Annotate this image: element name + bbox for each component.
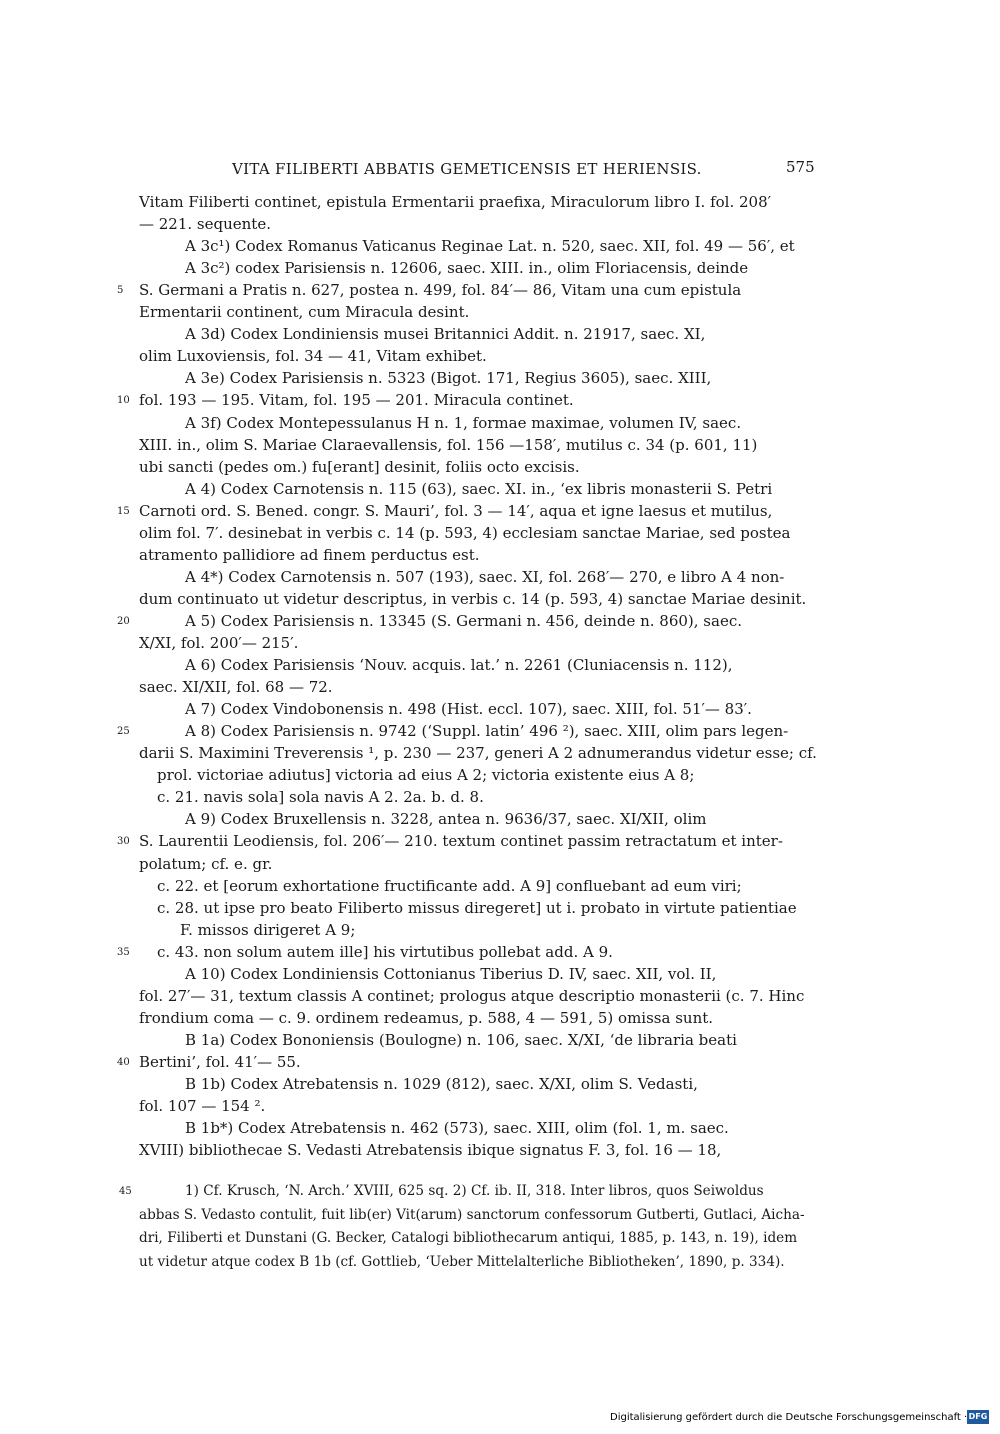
text-line: X/XI, fol. 200′— 215′. xyxy=(139,634,299,652)
text-line: XIII. in., olim S. Mariae Claraevallensis, fol. 156 —158′, mutilus c. 34 (p. 601, 11) xyxy=(139,435,758,454)
text-line: olim fol. 7′. desinebat in verbis c. 14 (p. 593, 4) ecclesiam sanctae Mariae, sed postea xyxy=(139,523,791,542)
text-line: c. 43. non solum autem ille] his virtutibus pollebat add. A 9. xyxy=(157,942,613,961)
text-line: B 1b) Codex Atrebatensis n. 1029 (812), saec. X/XI, olim S. Vedasti, xyxy=(185,1075,698,1093)
text-line: A 4*) Codex Carnotensis n. 507 (193), saec. XI, fol. 268′— 270, e libro A 4 non- xyxy=(185,567,785,586)
footnote-line: ut videtur atque codex B 1b (cf. Gottlieb, ‘Ueber Mittelalterliche Bibliotheken’, 1890, p. 334). xyxy=(139,1253,785,1270)
text-line: fol. 27′— 31, textum classis A continet; prologus atque descriptio monasterii (c. 7. Hinc xyxy=(139,986,805,1005)
text-line: Ermentarii continent, cum Miracula desint. xyxy=(139,303,470,322)
text-line: fol. 193 — 195. Vitam, fol. 195 — 201. Miracula continet. xyxy=(139,391,574,410)
text-line: XVIII) bibliothecae S. Vedasti Atrebatensis ibique signatus F. 3, fol. 16 — 18, xyxy=(139,1141,722,1160)
text-line: S. Germani a Pratis n. 627, postea n. 499, fol. 84′— 86, Vitam una cum epistula xyxy=(139,281,742,300)
line-number: 10 xyxy=(117,395,130,407)
text-line: B 1b*) Codex Atrebatensis n. 462 (573), saec. XIII, olim (fol. 1, m. saec. xyxy=(185,1119,729,1138)
text-line: c. 21. navis sola] sola navis A 2. 2a. b. d. 8. xyxy=(157,788,484,807)
dfg-logo: DFG xyxy=(967,1410,989,1424)
text-line: A 3c²) codex Parisiensis n. 12606, saec. XIII. in., olim Floriacensis, deinde xyxy=(185,259,749,278)
text-line: A 8) Codex Parisiensis n. 9742 (‘Suppl. latin’ 496 ²), saec. XIII, olim pars legen- xyxy=(185,722,789,741)
text-line: A 10) Codex Londiniensis Cottonianus Tiberius D. IV, saec. XII, vol. II, xyxy=(185,964,717,983)
text-line: saec. XI/XII, fol. 68 — 72. xyxy=(139,678,333,697)
text-line: S. Laurentii Leodiensis, fol. 206′— 210. textum continet passim retractatum et inter- xyxy=(139,832,783,851)
text-line: c. 28. ut ipse pro beato Filiberto missus diregeret] ut i. probato in virtute patientiae xyxy=(157,898,797,917)
text-line: olim Luxoviensis, fol. 34 — 41, Vitam exhibet. xyxy=(139,347,487,366)
footnote-line: 1) Cf. Krusch, ‘N. Arch.’ XVIII, 625 sq. 2) Cf. ib. II, 318. Inter libros, quos Seiwoldus xyxy=(185,1183,764,1199)
text-line: A 9) Codex Bruxellensis n. 3228, antea n. 9636/37, saec. XI/XII, olim xyxy=(185,810,707,829)
text-line: Carnoti ord. S. Bened. congr. S. Mauri’, fol. 3 — 14′, aqua et igne laesus et mutilus, xyxy=(139,501,773,520)
line-number: 35 xyxy=(117,946,130,958)
text-line: c. 22. et [eorum exhortatione fructificante add. A 9] confluebant ad eum viri; xyxy=(157,876,742,895)
text-line: A 3d) Codex Londiniensis musei Britannici Addit. n. 21917, saec. XI, xyxy=(185,325,706,344)
text-line: Vitam Filiberti continet, epistula Ermentarii praefixa, Miraculorum libro I. fol. 208′ xyxy=(139,193,772,211)
text-line: A 3e) Codex Parisiensis n. 5323 (Bigot. 171, Regius 3605), saec. XIII, xyxy=(185,369,712,388)
line-number: 20 xyxy=(117,615,130,627)
text-line: A 3c¹) Codex Romanus Vaticanus Reginae Lat. n. 520, saec. XII, fol. 49 — 56′, et xyxy=(185,237,795,256)
footnote-line: dri, Filiberti et Dunstani (G. Becker, Catalogi bibliothecarum antiqui, 1885, p. 143, n. 19), idem xyxy=(139,1230,798,1246)
running-head: VITA FILIBERTI ABBATIS GEMETICENSIS ET HERIENSIS. xyxy=(232,160,702,178)
line-number: 25 xyxy=(117,726,130,738)
line-number: 40 xyxy=(117,1056,130,1068)
line-number: 5 xyxy=(117,285,124,297)
text-line: A 4) Codex Carnotensis n. 115 (63), saec. XI. in., ‘ex libris monasterii S. Petri xyxy=(185,479,773,498)
footnote-line: abbas S. Vedasto contulit, fuit lib(er) Vit(arum) sanctorum confessorum Gutberti, Gutlaci, Aicha- xyxy=(139,1206,805,1223)
page-number: 575 xyxy=(786,158,815,176)
text-line: B 1a) Codex Bononiensis (Boulogne) n. 106, saec. X/XI, ‘de libraria beati xyxy=(185,1030,737,1049)
text-line: ubi sancti (pedes om.) fu[erant] desinit, foliis octo excisis. xyxy=(139,457,580,476)
line-number: 45 xyxy=(119,1186,132,1197)
text-line: A 7) Codex Vindobonensis n. 498 (Hist. eccl. 107), saec. XIII, fol. 51′— 83′. xyxy=(185,700,752,719)
text-line: A 6) Codex Parisiensis ‘Nouv. acquis. lat.’ n. 2261 (Cluniacensis n. 112), xyxy=(185,656,733,675)
text-line: — 221. sequente. xyxy=(139,215,271,234)
text-line: frondium coma — c. 9. ordinem redeamus, p. 588, 4 — 591, 5) omissa sunt. xyxy=(139,1008,714,1027)
text-line: fol. 107 — 154 ². xyxy=(139,1097,266,1116)
text-line: F. missos dirigeret A 9; xyxy=(180,920,356,939)
text-line: atramento pallidiore ad finem perductus est. xyxy=(139,545,480,564)
text-line: dum continuato ut videtur descriptus, in verbis c. 14 (p. 593, 4) sanctae Mariae desinit. xyxy=(139,589,807,608)
text-line: polatum; cf. e. gr. xyxy=(139,854,273,873)
text-line: A 5) Codex Parisiensis n. 13345 (S. Germani n. 456, deinde n. 860), saec. xyxy=(185,611,742,630)
text-line: A 3f) Codex Montepessulanus H n. 1, formae maximae, volumen IV, saec. xyxy=(185,413,742,432)
line-number: 15 xyxy=(117,505,130,517)
line-number: 30 xyxy=(117,836,130,848)
text-line: Bertini’, fol. 41′— 55. xyxy=(139,1052,301,1071)
footer-credit: Digitalisierung gefördert durch die Deutsche Forschungsgemeinschaft · xyxy=(610,1412,968,1423)
text-line: darii S. Maximini Treverensis ¹, p. 230 — 237, generi A 2 adnumerandus videtur esse; cf. xyxy=(139,744,817,763)
text-line: prol. victoriae adiutus] victoria ad eius A 2; victoria existente eius A 8; xyxy=(157,766,695,785)
